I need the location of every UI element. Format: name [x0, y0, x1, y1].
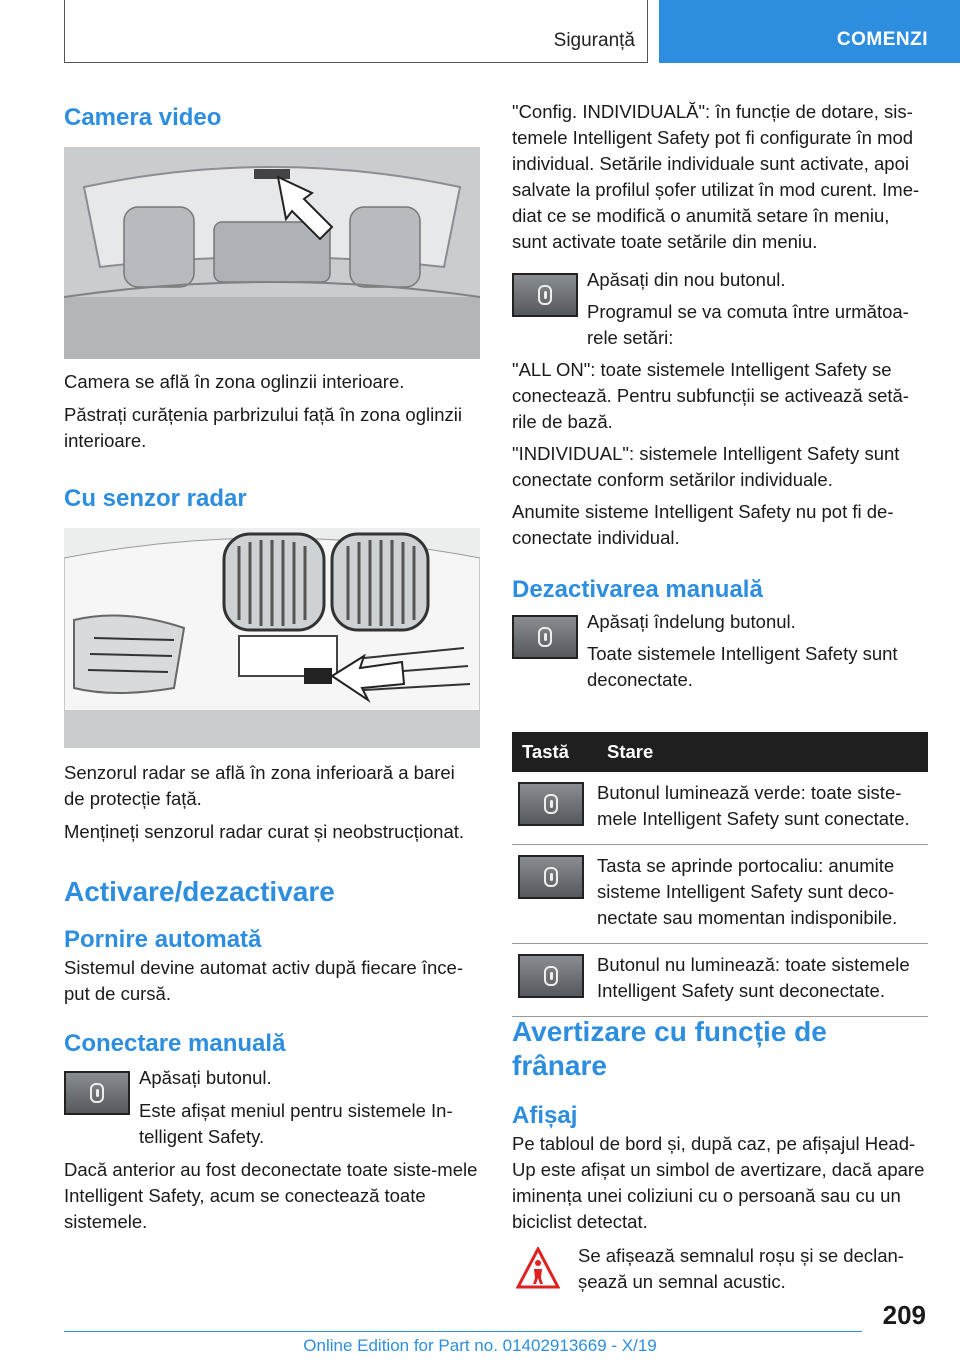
- radar-clean-text: Mențineți senzorul radar curat și neobstrucționat.: [64, 821, 465, 842]
- auto-start-heading: Pornire automată: [64, 926, 262, 953]
- menu-shown-text: Este afișat meniul pentru sistemele In‐telligent Safety.: [139, 1100, 453, 1147]
- manual-connect-heading: Conectare manuală: [64, 1030, 286, 1057]
- deactivation-block: [512, 609, 928, 693]
- table-row: [512, 845, 928, 944]
- reconnect-text: Dacă anterior au fost deconectate toate siste‐mele Intelligent Safety, acum se conectează toate sistemele.: [64, 1159, 478, 1232]
- press-again-text: Apăsați din nou butonul.: [587, 269, 786, 290]
- braking-warning-section: [512, 1015, 928, 1303]
- camera-clean-text: Păstrați curățenia parbrizului față în zona oglinzii interioare.: [64, 404, 462, 451]
- camera-location-text: Camera se află în zona oglinzii interioare.: [64, 371, 405, 392]
- press-button-text: Apăsați butonul.: [139, 1067, 272, 1088]
- car-interior-illustration: [64, 147, 480, 359]
- display-heading: Afișaj: [512, 1102, 578, 1129]
- left-column: [64, 103, 480, 1235]
- all-on-text: "ALL ON": toate sistemele Intelligent Safety se conectează. Pentru subfuncții se activează setă‐rile de bază.: [512, 359, 909, 432]
- signal-block: [512, 1243, 928, 1303]
- camera-photo: [64, 147, 480, 359]
- camera-heading: Camera video: [64, 104, 222, 131]
- car-front-illustration: [64, 528, 480, 748]
- radar-location-text: Senzorul radar se află în zona inferioară a barei de protecție față.: [64, 762, 455, 809]
- press-again-block: [512, 267, 928, 351]
- button-off-icon: [518, 954, 584, 998]
- footer-edition: Online Edition for Part no. 01402913669 - X/19: [303, 1336, 657, 1355]
- individual-text: "INDIVIDUAL": sistemele Intelligent Safety sunt conectate conform setărilor individuale.: [512, 443, 900, 490]
- display-text: Pe tabloul de bord și, după caz, pe afișajul Head-Up este afișat un simbol de avertizare, dacă apare iminența unei coliziuni cu o persoană sau cu un biciclist detectat.: [512, 1133, 925, 1232]
- status-off-text: Butonul nu luminează: toate sistemele Intelligent Safety sunt deconectate.: [597, 954, 910, 1001]
- intelligent-safety-button-icon: [64, 1071, 130, 1115]
- config-individual-text: "Config. INDIVIDUALĂ": în funcție de dotare, sis‐temele Intelligent Safety pot fi configurate în mod individual. Setările individuale sunt activate, apoi salvate la profilul șofer utilizat în mod curent. Ime‐diat ce se modifică o anumită setare în meniu, sunt activate toate setările din meniu.: [512, 101, 920, 252]
- button-orange-icon: [518, 855, 584, 899]
- intelligent-safety-button-icon: [512, 615, 578, 659]
- page-number: 209: [882, 1300, 926, 1330]
- auto-start-text: Sistemul devine automat activ după fiecare înce‐put de cursă.: [64, 957, 463, 1004]
- header-section-title: Siguranță: [553, 30, 635, 51]
- activation-heading: Activare/dezactivare: [64, 876, 335, 907]
- footer-divider: [64, 1331, 862, 1332]
- table-header-key: Tastă: [522, 741, 569, 762]
- table-header-state: Stare: [607, 741, 654, 762]
- status-green-text: Butonul luminează verde: toate siste‐mele Intelligent Safety sunt conectate.: [597, 782, 910, 829]
- chapter-label: COMENZI: [836, 28, 928, 50]
- table-row: [512, 772, 928, 845]
- button-green-icon: [518, 782, 584, 826]
- table-row: [512, 944, 928, 1017]
- long-press-text: Apăsați îndelung butonul.: [587, 611, 796, 632]
- some-systems-text: Anumite sisteme Intelligent Safety nu pot fi de‐conectate individual.: [512, 501, 894, 548]
- table-header-row: [512, 732, 928, 772]
- braking-warning-heading: Avertizare cu funcție de frânare: [512, 1016, 827, 1081]
- pedestrian-warning-icon: [516, 1247, 560, 1289]
- button-status-table: [512, 732, 928, 1017]
- program-switch-text: Programul se va comuta între următoa‐rele setări:: [587, 301, 909, 348]
- all-disconnected-text: Toate sistemele Intelligent Safety sunt deconectate.: [587, 643, 898, 690]
- signal-text: Se afișează semnalul roșu și se declan‐șează un semnal acustic.: [578, 1245, 904, 1292]
- status-orange-text: Tasta se aprinde portocaliu: anumite sisteme Intelligent Safety sunt deco‐nectate sau momentan indisponibile.: [597, 855, 898, 928]
- header-chapter-tab[interactable]: [659, 0, 960, 63]
- manual-connect-block: [64, 1065, 480, 1150]
- right-column: [512, 99, 928, 693]
- radar-heading: Cu senzor radar: [64, 485, 247, 512]
- intelligent-safety-button-icon: [512, 273, 578, 317]
- radar-photo: [64, 528, 480, 748]
- manual-deactivation-heading: Dezactivarea manuală: [512, 576, 763, 603]
